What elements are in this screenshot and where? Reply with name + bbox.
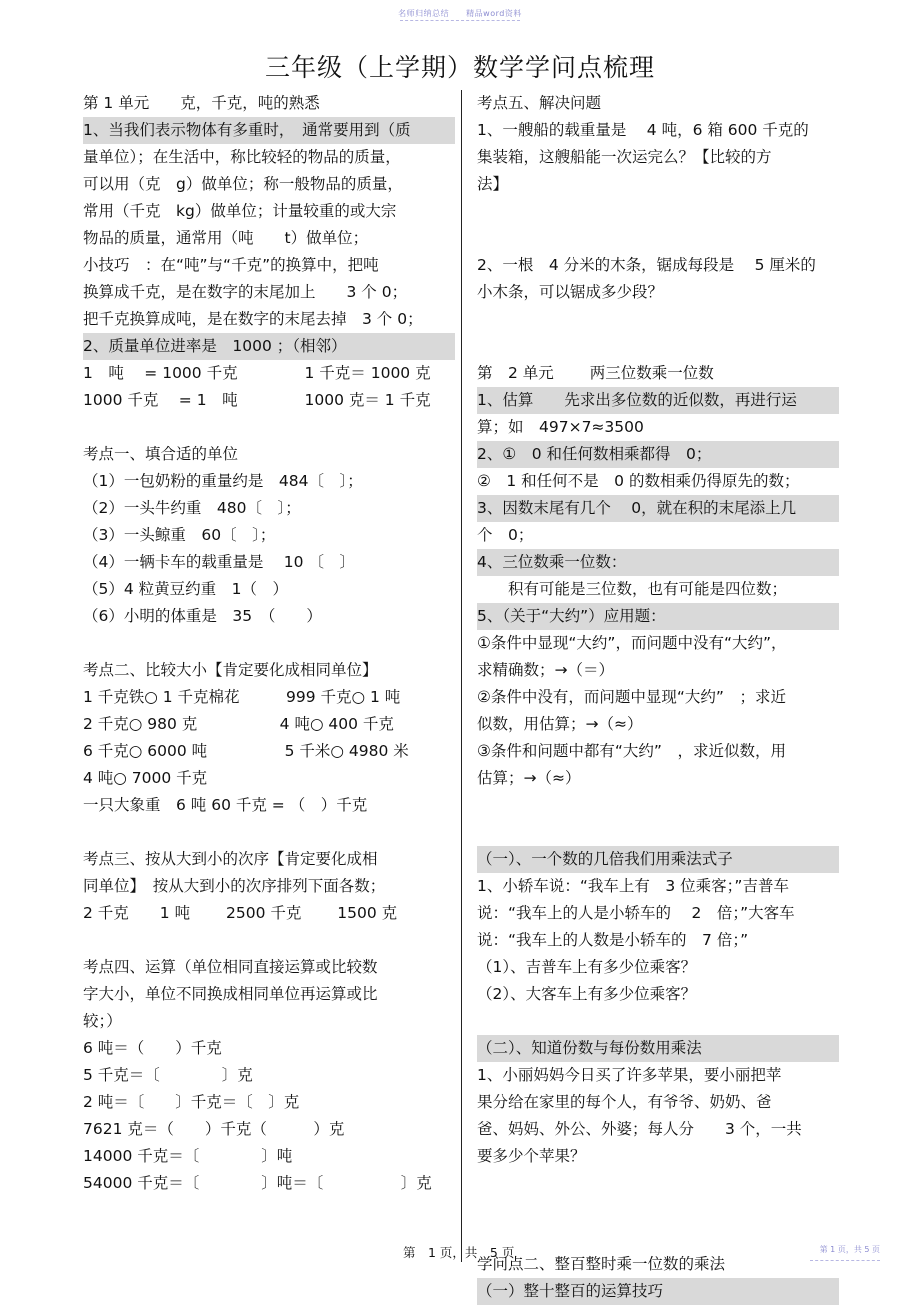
text-line: 常用（千克 kg）做单位；计量较重的或大宗	[83, 202, 397, 220]
text-line: 考点五、解决问题	[477, 94, 602, 112]
text-line: 学问点二、整百整时乘一位数的乘法	[477, 1255, 726, 1273]
text-line: 字大小，单位不同换成相同单位再运算或比	[83, 985, 378, 1003]
text-line: 5、（关于“大约”）应用题：	[477, 603, 839, 630]
text-line: 4 吨○ 7000 千克	[83, 769, 208, 787]
text-line: ①条件中显现“大约”，而问题中没有“大约”，	[477, 634, 787, 652]
text-line: 小木条，可以锯成多少段？	[477, 283, 664, 301]
text-line: 可以用（克 g）做单位；称一般物品的质量，	[83, 175, 403, 193]
text-line: 法】	[477, 175, 509, 193]
page-footer-right: 第 1 页，共 5 页	[819, 1245, 880, 1254]
text-line: 积有可能是三位数，也有可能是四位数；	[477, 580, 788, 598]
text-line: 个 0；	[477, 526, 534, 544]
blank-line	[477, 198, 839, 225]
text-line: 3、因数末尾有几个 0，就在积的末尾添上几	[477, 495, 839, 522]
text-line: 换算成千克，是在数字的末尾加上 3 个 0；	[83, 283, 408, 301]
text-line: 物品的质量，通常用（吨 t）做单位；	[83, 229, 369, 247]
text-line: 集装箱，这艘船能一次运完么？【比较的方	[477, 148, 772, 166]
blank-line	[83, 819, 455, 846]
left-column	[83, 90, 455, 1197]
text-line: 1、小丽妈妈今日买了许多苹果，要小丽把苹	[477, 1066, 782, 1084]
text-line: 6 千克○ 6000 吨 5 千米○ 4980 米	[83, 742, 409, 760]
text-line: 要多少个苹果？	[477, 1147, 586, 1165]
text-line: 1、当我们表示物体有多重时， 通常要用到（质	[83, 117, 455, 144]
text-line: 1、一艘船的载重量是 4 吨，6 箱 600 千克的	[477, 121, 809, 139]
blank-line	[83, 927, 455, 954]
text-line: 1000 千克 = 1 吨 1000 克＝ 1 千克	[83, 391, 431, 409]
text-line: 说：“我车上的人数是小轿车的 7 倍；”	[477, 931, 749, 949]
text-line: 7621 克＝（ ）千克（ ）克	[83, 1120, 345, 1138]
text-line: 同单位】 按从大到小的次序排列下面各数；	[83, 877, 386, 895]
text-line: 把千克换算成吨，是在数字的末尾去掉 3 个 0；	[83, 310, 423, 328]
text-line: 较；）	[83, 1012, 122, 1030]
text-line: （6）小明的体重是 35 （ ）	[83, 607, 322, 625]
text-line: ③条件和问题中都有“大约” ，求近似数，用	[477, 742, 786, 760]
text-line: 考点二、比较大小【肯定要化成相同单位】	[83, 661, 378, 679]
text-line: 小技巧 ：在“吨”与“千克”的换算中，把吨	[83, 256, 379, 274]
text-line: 爸、妈妈、外公、外婆；每人分 3 个，一共	[477, 1120, 802, 1138]
blank-line	[83, 630, 455, 657]
text-line: 2 千克○ 980 克 4 吨○ 400 千克	[83, 715, 394, 733]
blank-line	[477, 306, 839, 333]
text-line: 考点一、填合适的单位	[83, 445, 239, 463]
right-column	[477, 90, 839, 1305]
blank-line	[477, 333, 839, 360]
text-line: 考点四、运算（单位相同直接运算或比较数	[83, 958, 378, 976]
text-line: 1、小轿车说：“我车上有 3 位乘客；”吉普车	[477, 877, 789, 895]
text-line: 似数，用估算；→（≈）	[477, 715, 643, 733]
text-line: 求精确数；→（＝）	[477, 661, 614, 679]
text-line: （5）4 粒黄豆约重 1（ ）	[83, 580, 289, 598]
text-line: （2）一头牛约重 480〔 〕；	[83, 499, 301, 517]
text-line: 14000 千克＝〔 〕吨	[83, 1147, 293, 1165]
text-line: （一）、一个数的几倍我们用乘法式子	[477, 846, 839, 873]
blank-line	[477, 1170, 839, 1197]
header-divider	[400, 20, 520, 21]
text-line: 说：“我车上的人是小轿车的 2 倍；”大客车	[477, 904, 795, 922]
text-line: 1 吨 = 1000 千克 1 千克＝ 1000 克	[83, 364, 431, 382]
blank-line	[477, 819, 839, 846]
blank-line	[477, 225, 839, 252]
text-line: 果分给在家里的每个人，有爷爷、奶奶、爸	[477, 1093, 772, 1111]
text-line: 估算；→（≈）	[477, 769, 581, 787]
text-line: 量单位）；在生活中，称比较轻的物品的质量，	[83, 148, 401, 166]
text-line: 2 千克 1 吨 2500 千克 1500 克	[83, 904, 398, 922]
text-line: 2 吨＝〔 〕千克＝〔 〕克	[83, 1093, 300, 1111]
text-line: （二）、知道份数与每份数用乘法	[477, 1035, 839, 1062]
text-line: 2、一根 4 分米的木条，锯成每段是 5 厘米的	[477, 256, 816, 274]
blank-line	[477, 1224, 839, 1251]
text-line: 第 1 单元 克，千克，吨的熟悉	[83, 94, 320, 112]
text-line: 6 吨＝（ ）千克	[83, 1039, 222, 1057]
text-line: 考点三、按从大到小的次序【肯定要化成相	[83, 850, 378, 868]
text-line: 第 2 单元 两三位数乘一位数	[477, 364, 714, 382]
text-line: 5 千克＝〔 〕克	[83, 1066, 253, 1084]
footer-divider	[810, 1260, 880, 1261]
blank-line	[477, 1197, 839, 1224]
text-line: （3）一头鲸重 60〔 〕；	[83, 526, 276, 544]
text-line: （1）一包奶粉的重量约是 484〔 〕；	[83, 472, 363, 490]
page-footer: 第 1 页，共 5 页	[403, 1245, 515, 1260]
text-line: 54000 千克＝〔 〕吨＝〔 〕克	[83, 1174, 432, 1192]
text-line: ②条件中没有，而问题中显现“大约” ；求近	[477, 688, 786, 706]
blank-line	[477, 792, 839, 819]
column-divider	[461, 90, 462, 1262]
text-line: （2）、大客车上有多少位乘客？	[477, 985, 697, 1003]
text-line: （一）整十整百的运算技巧	[477, 1278, 839, 1305]
text-line: 2、质量单位进率是 1000 ；（相邻）	[83, 333, 455, 360]
text-line: 一只大象重 6 吨 60 千克 = （ ）千克	[83, 796, 368, 814]
text-line: 1 千克铁○ 1 千克棉花 999 千克○ 1 吨	[83, 688, 401, 706]
text-line: （4）一辆卡车的载重量是 10 〔 〕	[83, 553, 355, 571]
text-line: （1）、吉普车上有多少位乘客？	[477, 958, 697, 976]
text-line: 2、① 0 和任何数相乘都得 0；	[477, 441, 839, 468]
blank-line	[83, 414, 455, 441]
text-line: 4、三位数乘一位数：	[477, 549, 839, 576]
page-title: 三年级（上学期）数学学问点梳理	[264, 53, 655, 82]
text-line: 1、估算 先求出多位数的近似数，再进行运	[477, 387, 839, 414]
text-line: 算；如 497×7≈3500	[477, 418, 644, 436]
blank-line	[477, 1008, 839, 1035]
text-line: ② 1 和任何不是 0 的数相乘仍得原先的数；	[477, 472, 800, 490]
page-header-watermark: 名师归纳总结 精品word资料	[398, 9, 522, 18]
